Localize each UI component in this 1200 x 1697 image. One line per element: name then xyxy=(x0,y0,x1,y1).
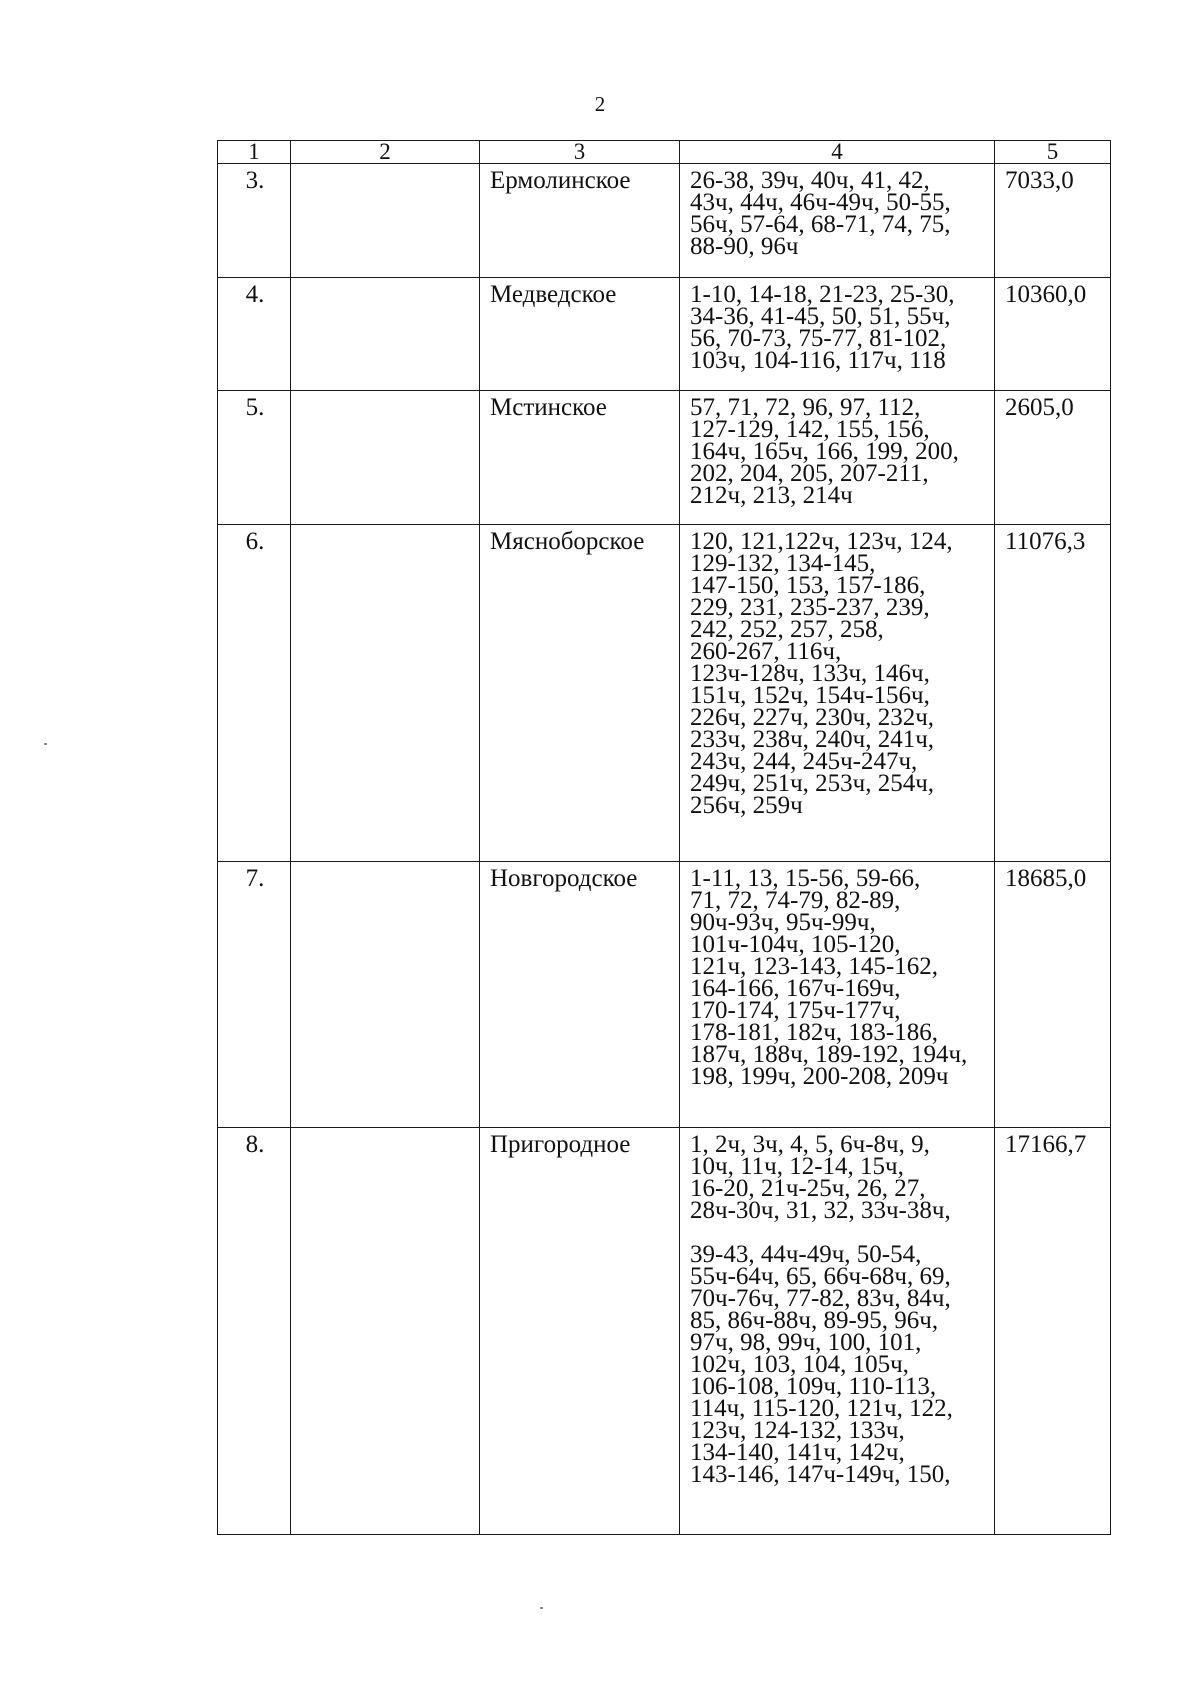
table-header xyxy=(218,141,1111,164)
table-row xyxy=(218,1128,1111,1535)
table-body xyxy=(218,164,1111,1535)
header-col-4: 4 xyxy=(680,141,995,164)
land-parcels-table xyxy=(217,140,1111,1535)
scan-speck xyxy=(44,743,47,745)
forestry-name: Пригородное xyxy=(480,1128,680,1535)
area-value: 7033,0 xyxy=(995,164,1111,278)
table-row xyxy=(218,164,1111,278)
table-row xyxy=(218,862,1111,1128)
area-value: 10360,0 xyxy=(995,278,1111,391)
parcel-numbers: 1-10, 14-18, 21-23, 25-30, 34-36, 41-45, 50, 51, 55ч, 56, 70-73, 75-77, 81-102, 103ч, 104-116, 117ч, 118 xyxy=(680,278,995,391)
blank-cell xyxy=(291,391,480,525)
table-row xyxy=(218,391,1111,525)
header-col-2: 2 xyxy=(291,141,480,164)
area-value: 2605,0 xyxy=(995,391,1111,525)
blank-cell xyxy=(291,164,480,278)
row-number: 6. xyxy=(218,525,291,862)
header-col-3: 3 xyxy=(480,141,680,164)
page-number: 2 xyxy=(594,92,606,116)
parcel-numbers: 26-38, 39ч, 40ч, 41, 42, 43ч, 44ч, 46ч-49ч, 50-55, 56ч, 57-64, 68-71, 74, 75, 88-90, 96ч xyxy=(680,164,995,278)
forestry-name: Мстинское xyxy=(480,391,680,525)
table-row xyxy=(218,278,1111,391)
row-number: 3. xyxy=(218,164,291,278)
row-number: 4. xyxy=(218,278,291,391)
scan-speck xyxy=(540,1607,543,1609)
table-row xyxy=(218,525,1111,862)
header-row xyxy=(218,141,1111,164)
parcel-numbers: 1-11, 13, 15-56, 59-66, 71, 72, 74-79, 82-89, 90ч-93ч, 95ч-99ч, 101ч-104ч, 105-120, 121ч, 123-143, 145-162, 164-166, 167ч-169ч, 170-174, 175ч-177ч, 178-181, 182ч, 183-186, 187ч, 188ч, 189-192, 194ч, 198, 199ч, 200-208, 209ч xyxy=(680,862,995,1128)
blank-cell xyxy=(291,1128,480,1535)
row-number: 8. xyxy=(218,1128,291,1535)
area-value: 17166,7 xyxy=(995,1128,1111,1535)
blank-cell xyxy=(291,862,480,1128)
row-number: 7. xyxy=(218,862,291,1128)
area-value: 11076,3 xyxy=(995,525,1111,862)
area-value: 18685,0 xyxy=(995,862,1111,1128)
row-number: 5. xyxy=(218,391,291,525)
forestry-name: Новгородское xyxy=(480,862,680,1128)
parcel-numbers: 57, 71, 72, 96, 97, 112, 127-129, 142, 155, 156, 164ч, 165ч, 166, 199, 200, 202, 204, 205, 207-211, 212ч, 213, 214ч xyxy=(680,391,995,525)
forestry-name: Ермолинское xyxy=(480,164,680,278)
forestry-name: Медведское xyxy=(480,278,680,391)
parcel-numbers: 1, 2ч, 3ч, 4, 5, 6ч-8ч, 9, 10ч, 11ч, 12-14, 15ч, 16-20, 21ч-25ч, 26, 27, 28ч-30ч, 31, 32, 33ч-38ч, 39-43, 44ч-49ч, 50-54, 55ч-64ч, 65, 66ч-68ч, 69, 70ч-76ч, 77-82, 83ч, 84ч, 85, 86ч-88ч, 89-95, 96ч, 97ч, 98, 99ч, 100, 101, 102ч, 103, 104, 105ч, 106-108, 109ч, 110-113, 114ч, 115-120, 121ч, 122, 123ч, 124-132, 133ч, 134-140, 141ч, 142ч, 143-146, 147ч-149ч, 150, xyxy=(680,1128,995,1535)
parcel-numbers: 120, 121,122ч, 123ч, 124, 129-132, 134-145, 147-150, 153, 157-186, 229, 231, 235-237, 239, 242, 252, 257, 258, 260-267, 116ч, 123ч-128ч, 133ч, 146ч, 151ч, 152ч, 154ч-156ч, 226ч, 227ч, 230ч, 232ч, 233ч, 238ч, 240ч, 241ч, 243ч, 244, 245ч-247ч, 249ч, 251ч, 253ч, 254ч, 256ч, 259ч xyxy=(680,525,995,862)
blank-cell xyxy=(291,525,480,862)
forestry-name: Мясноборское xyxy=(480,525,680,862)
header-col-1: 1 xyxy=(218,141,291,164)
blank-cell xyxy=(291,278,480,391)
header-col-5: 5 xyxy=(995,141,1111,164)
